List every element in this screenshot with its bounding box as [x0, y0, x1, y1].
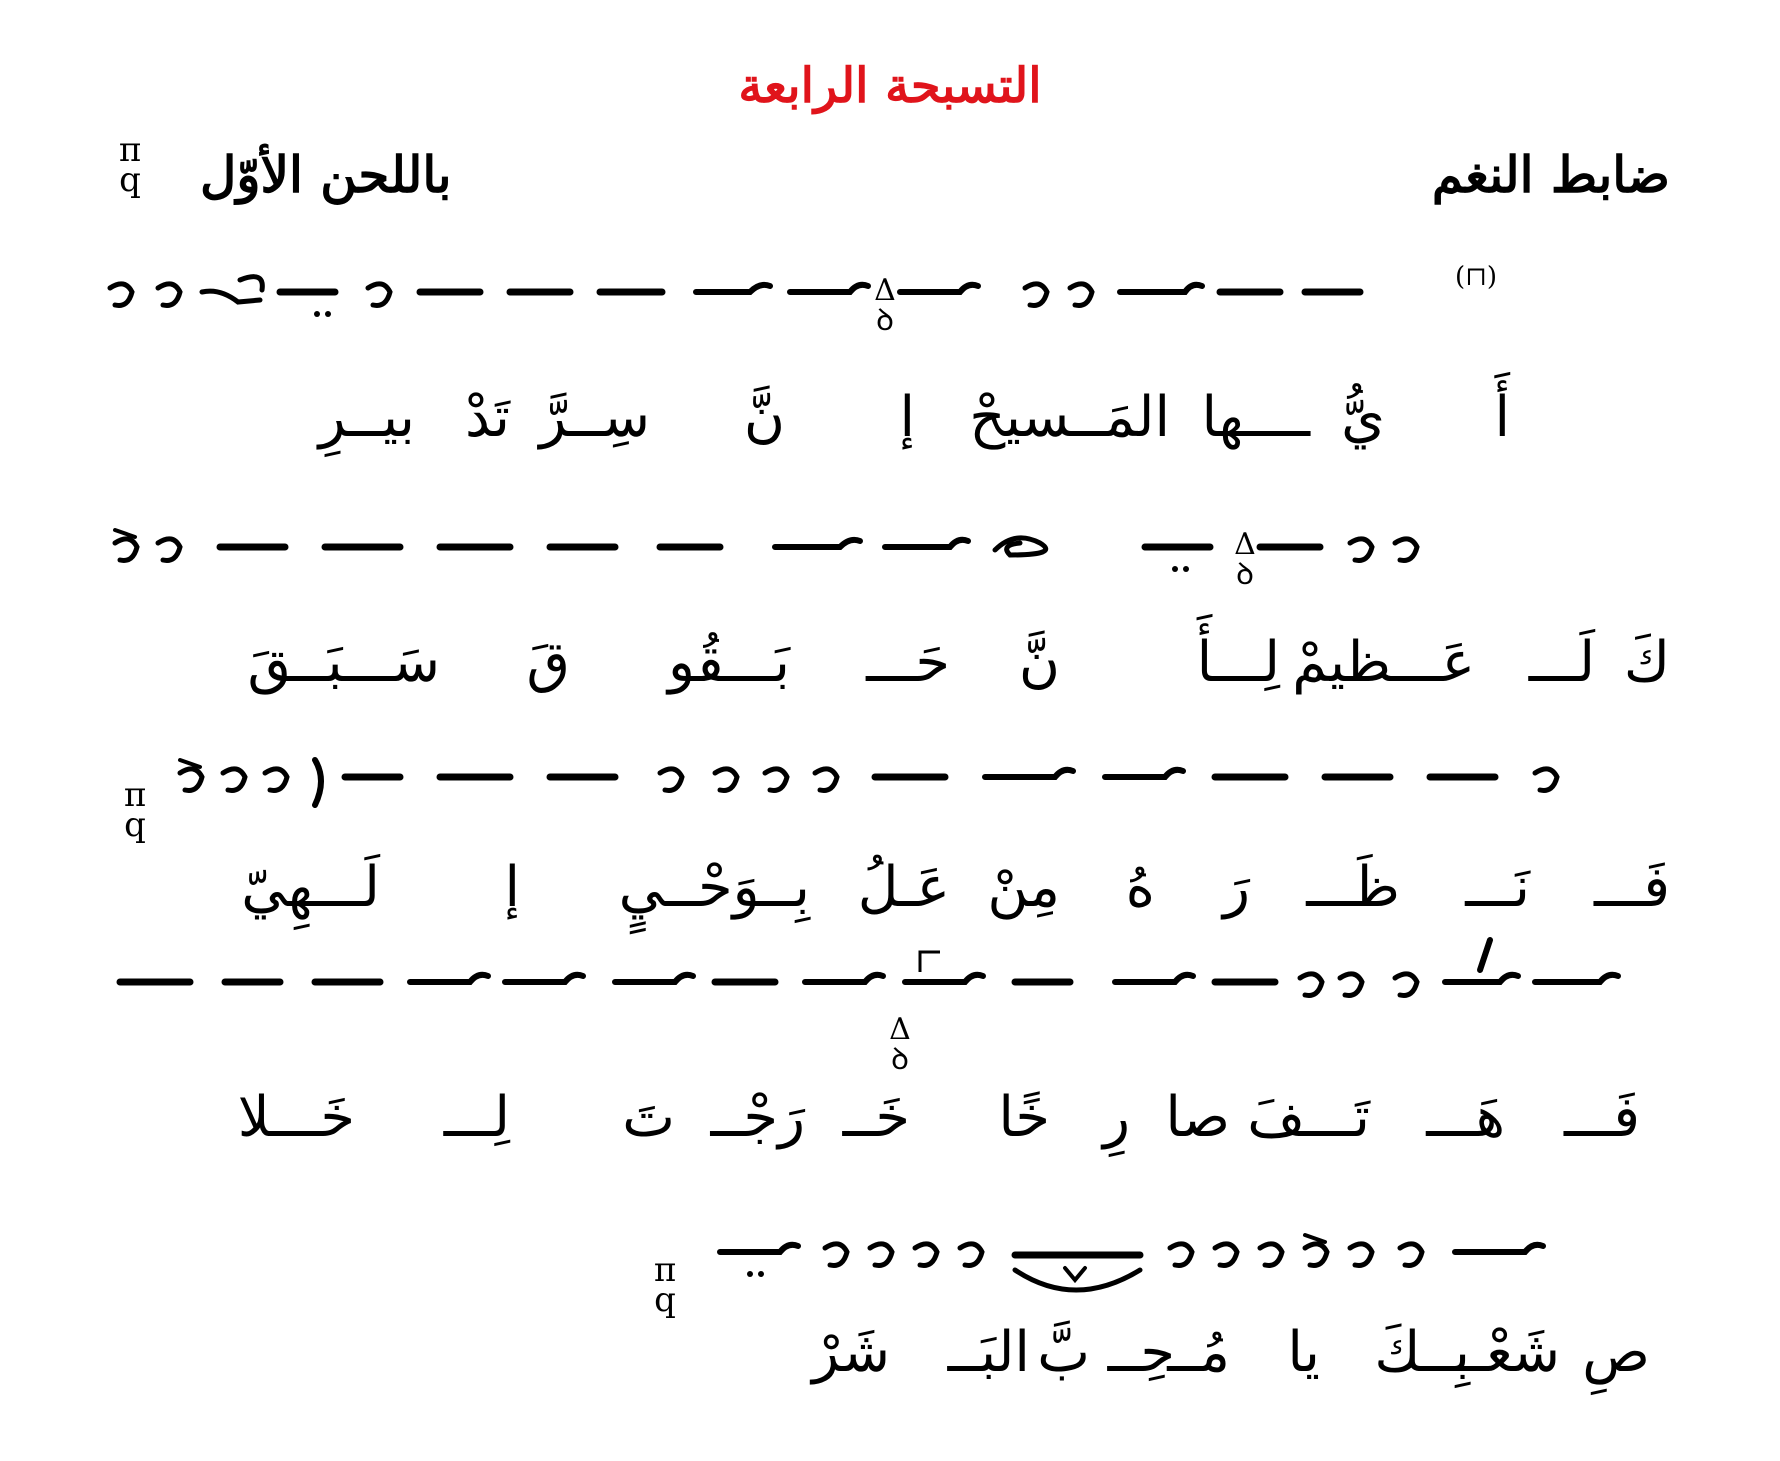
syllable: لَـــ — [1528, 630, 1595, 695]
fthora-bottom: ꝺ — [1236, 557, 1254, 592]
mode-heading: باللحن الأوّل — [200, 145, 452, 204]
syllable: بِــوَحْــيٍ — [618, 855, 810, 920]
mode-mark-top: π — [118, 130, 142, 170]
page-title: التسبحة الرابعة — [738, 58, 1042, 114]
fthora-icon — [865, 273, 905, 338]
mode-mark-bottom: q — [124, 805, 146, 845]
mode-signature-icon — [645, 1250, 685, 1320]
mode-mark-bottom: q — [119, 160, 141, 200]
syllable: يُّ — [1341, 385, 1385, 450]
syllable: لِـــ — [443, 1085, 510, 1150]
syllable: البَــ — [947, 1320, 1030, 1385]
syllable: فَـــ — [1594, 855, 1670, 920]
syllable: أَ — [1494, 385, 1510, 450]
syllable: فَـــ — [1564, 1085, 1640, 1150]
syllable: بِــكَ — [1374, 1320, 1470, 1385]
syllable: خَـــلا — [237, 1085, 355, 1150]
mode-mark-top: π — [653, 1250, 677, 1290]
syllable: تَدْ — [465, 385, 510, 450]
syllable: يا — [1287, 1320, 1320, 1385]
syllable: مِنْ — [987, 855, 1060, 920]
syllable: حِــ — [1107, 1320, 1175, 1385]
syllable: عَـلُ — [857, 855, 950, 920]
maker-heading: ضابط النغم — [1431, 145, 1670, 204]
syllable: بَّ — [1037, 1320, 1090, 1385]
fthora-bottom: ꝺ — [876, 303, 894, 338]
syllable: بيــرِ — [318, 385, 415, 450]
fthora-icon — [1225, 527, 1265, 592]
fthora-top: Δ — [1234, 527, 1256, 562]
syllable: حَـــ — [866, 630, 950, 695]
syllable: تَ — [622, 1085, 675, 1150]
syllable: تَـــفَ — [1247, 1085, 1370, 1150]
syllable: نَّ — [743, 385, 785, 450]
syllable: صِ — [1582, 1320, 1650, 1385]
syllable: سِــرَّ — [539, 385, 650, 450]
bracket-mark: (⊓) — [1455, 262, 1498, 292]
fthora-icon — [880, 1012, 920, 1077]
neume-line-2 — [110, 525, 1670, 625]
syllable: لَـــهِيّ — [241, 855, 380, 920]
syllable: صا — [1165, 1085, 1230, 1150]
syllable: إ — [899, 385, 915, 450]
syllable: إ — [504, 855, 520, 920]
syllable: هَـــ — [1426, 1085, 1505, 1150]
mode-signature-icon — [115, 775, 155, 845]
syllable: خَــ — [842, 1085, 910, 1150]
syllable: رَ — [1222, 855, 1250, 920]
neume-line-3 — [175, 755, 1655, 855]
syllable: قَ — [526, 630, 570, 695]
syllable: عَـــظيمْ — [1292, 630, 1475, 695]
syllable: نَـــ — [1465, 855, 1530, 920]
mode-signature-icon — [110, 130, 150, 200]
syllable: خًا — [998, 1085, 1050, 1150]
syllable: بَـــقُو — [667, 630, 790, 695]
mode-mark-bottom: q — [654, 1280, 676, 1320]
fthora-bottom: ꝺ — [891, 1042, 909, 1077]
syllable: ظَـــ — [1306, 855, 1400, 920]
syllable: رَجْــ — [710, 1085, 805, 1150]
syllable: المَــسيحْ — [969, 385, 1170, 450]
fthora-top: Δ — [889, 1012, 911, 1047]
fthora-top: Δ — [874, 273, 896, 308]
syllable: سَـــبَــقَ — [247, 630, 440, 695]
syllable: مُــ — [1167, 1320, 1230, 1385]
syllable: نَّ — [1018, 630, 1060, 695]
syllable: شَعْــ — [1453, 1320, 1560, 1385]
syllable: كَ — [1623, 630, 1670, 695]
syllable: لِـــأَ — [1196, 630, 1280, 695]
syllable: شَرْ — [812, 1320, 890, 1385]
syllable: رِ — [1102, 1085, 1130, 1150]
syllable: هُ — [1125, 855, 1155, 920]
mode-mark-top: π — [123, 775, 147, 815]
syllable: ــــها — [1201, 385, 1310, 450]
